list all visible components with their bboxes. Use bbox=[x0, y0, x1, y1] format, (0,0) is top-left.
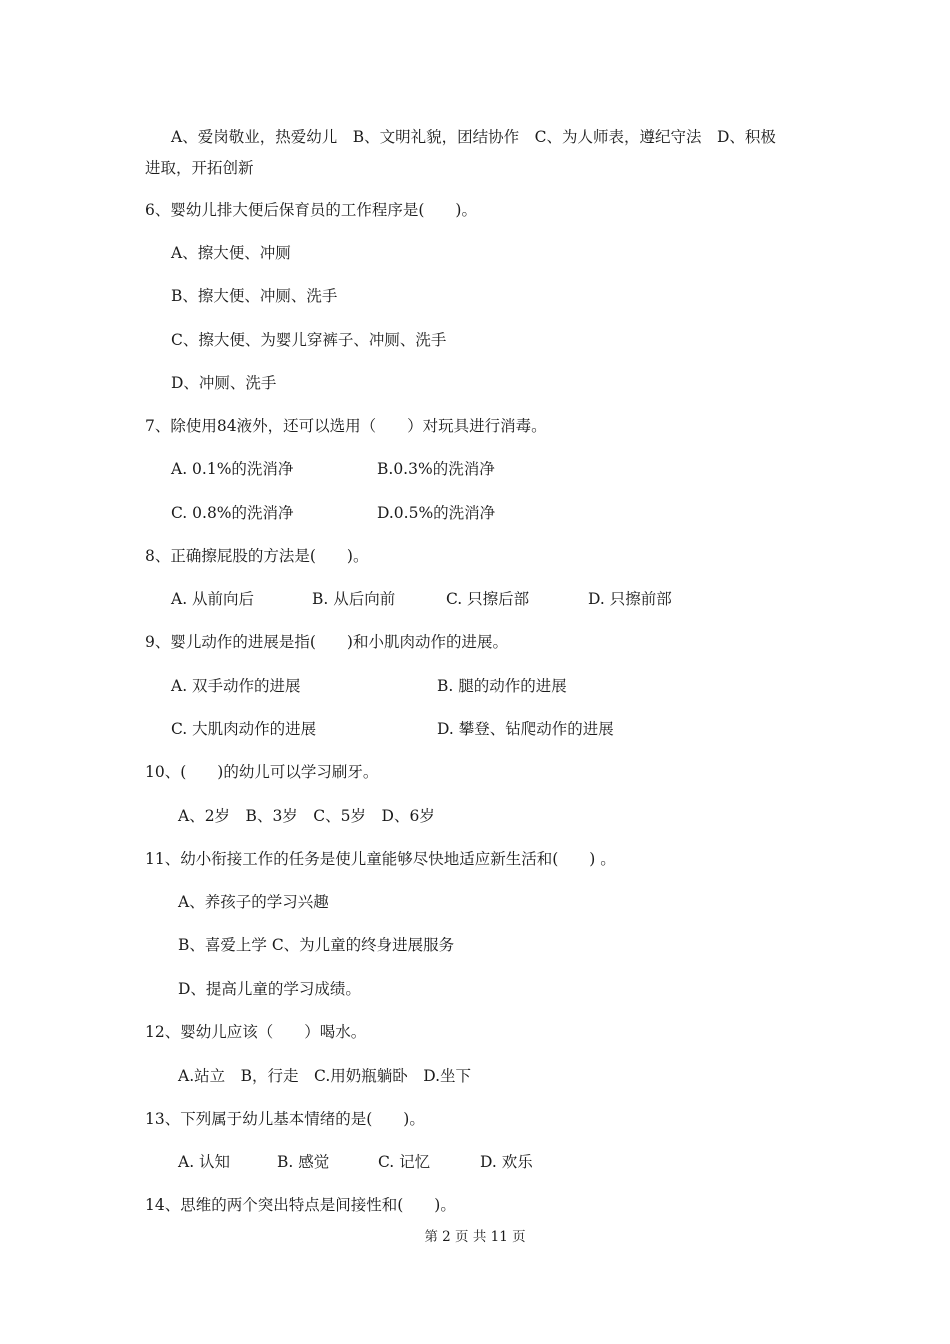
q7-option-a: A. 0.1%的洗消净 bbox=[171, 460, 294, 478]
q8-option-d: D. 只擦前部 bbox=[588, 590, 672, 608]
q7-option-d: D.0.5%的洗消净 bbox=[377, 504, 496, 522]
q10-stem: 10、( )的幼儿可以学习刷牙。 bbox=[145, 763, 379, 781]
q13-option-a: A. 认知 bbox=[178, 1153, 231, 1171]
q6-option-b: B、擦大便、冲厕、洗手 bbox=[171, 287, 338, 305]
q13-option-c: C. 记忆 bbox=[378, 1153, 431, 1171]
q7-option-c: C. 0.8%的洗消净 bbox=[171, 504, 294, 522]
q11-stem: 11、幼小衔接工作的任务是使儿童能够尽快地适应新生活和( ) 。 bbox=[145, 850, 616, 868]
q7-option-b: B.0.3%的洗消净 bbox=[377, 460, 495, 478]
q8-option-c: C. 只擦后部 bbox=[446, 590, 530, 608]
q6-option-a: A、擦大便、冲厕 bbox=[171, 244, 291, 262]
q7-stem: 7、除使用84液外，还可以选用（ ）对玩具进行消毒。 bbox=[145, 417, 547, 435]
q5-options-line2: 进取，开拓创新 bbox=[145, 159, 254, 177]
q11-option-b-c: B、喜爱上学 C、为儿童的终身进展服务 bbox=[178, 936, 455, 954]
q9-option-b: B. 腿的动作的进展 bbox=[437, 677, 567, 695]
q13-stem: 13、下列属于幼儿基本情绪的是( )。 bbox=[145, 1110, 425, 1128]
q12-stem: 12、婴幼儿应该（ ）喝水。 bbox=[145, 1023, 367, 1041]
q9-stem: 9、婴儿动作的进展是指( )和小肌肉动作的进展。 bbox=[145, 633, 508, 651]
q8-option-a: A. 从前向后 bbox=[171, 590, 255, 608]
q8-option-b: B. 从后向前 bbox=[312, 590, 396, 608]
q6-option-c: C、擦大便、为婴儿穿裤子、冲厕、洗手 bbox=[171, 331, 447, 349]
q11-option-d: D、提高儿童的学习成绩。 bbox=[178, 980, 361, 998]
q11-option-a: A、养孩子的学习兴趣 bbox=[178, 893, 329, 911]
q9-option-c: C. 大肌肉动作的进展 bbox=[171, 720, 317, 738]
q9-option-d: D. 攀登、钻爬动作的进展 bbox=[437, 720, 614, 738]
q9-option-a: A. 双手动作的进展 bbox=[171, 677, 301, 695]
page-footer: 第 2 页 共 11 页 bbox=[424, 1229, 526, 1245]
q13-option-b: B. 感觉 bbox=[277, 1153, 330, 1171]
q8-stem: 8、正确擦屁股的方法是( )。 bbox=[145, 547, 369, 565]
q12-options: A.站立 B，行走 C.用奶瓶躺卧 D.坐下 bbox=[178, 1067, 472, 1085]
q10-options: A、2岁 B、3岁 C、5岁 D、6岁 bbox=[178, 807, 435, 825]
q13-option-d: D. 欢乐 bbox=[480, 1153, 533, 1171]
q6-stem: 6、婴幼儿排大便后保育员的工作程序是( )。 bbox=[145, 201, 477, 219]
q6-option-d: D、冲厕、洗手 bbox=[171, 374, 277, 392]
q5-options-line1: A、爱岗敬业，热爱幼儿 B、文明礼貌，团结协作 C、为人师表，遵纪守法 D、积极 bbox=[171, 128, 776, 146]
q14-stem: 14、思维的两个突出特点是间接性和( )。 bbox=[145, 1196, 456, 1214]
